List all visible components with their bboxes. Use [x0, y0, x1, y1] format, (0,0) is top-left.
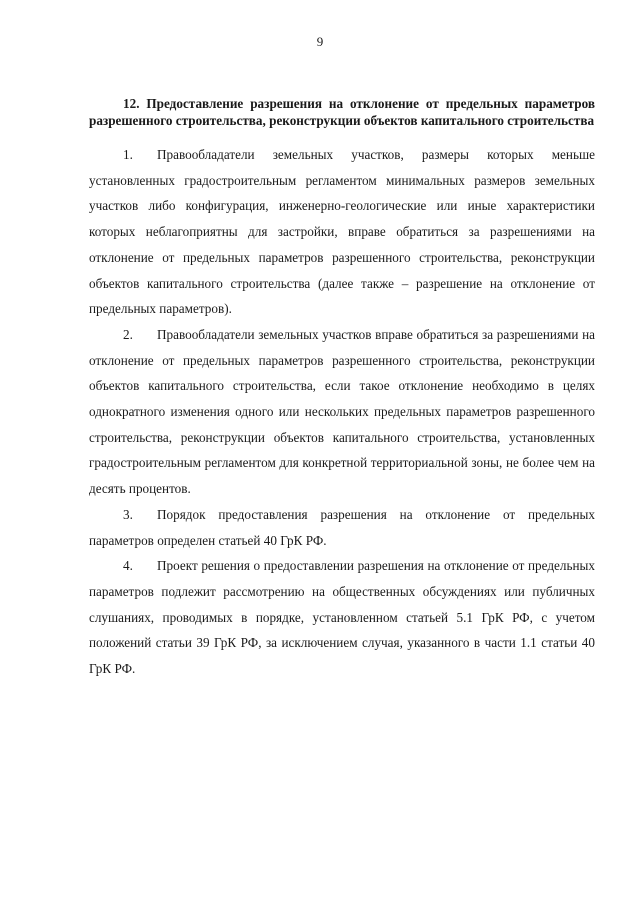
paragraph-number: 1. [123, 147, 133, 162]
document-body [89, 95, 595, 682]
section-title: 12. Предоставление разрешения на отклонение от предельных параметров разрешенного строительства, реконструкции объектов капитального строительства [89, 96, 595, 128]
paragraph-number: 3. [123, 506, 133, 522]
paragraph-text: Порядок предоставления разрешения на отклонение от предельных параметров определен статьей 40 ГрК РФ. [89, 506, 595, 548]
paragraph-number: 2. [123, 326, 133, 342]
paragraph-1 [89, 142, 595, 322]
paragraph-text: Правообладатели земельных участков, размеры которых меньше установленных градостроительным регламентом минимальных размеров земельных участков либо конфигурация, инженерно-геологические или иные характеристики которых неблагоприятны для застройки, вправе обратиться за разрешениями на отклонение от предельных параметров разрешенного строительства, реконструкции объектов капитального строительства (далее также – разрешение на отклонение от предельных параметров). [89, 147, 595, 317]
paragraph-4 [89, 553, 595, 682]
paragraph-text: Проект решения о предоставлении разрешения на отклонение от предельных параметров подлежит рассмотрению на общественных обсуждениях или публичных слушаниях, проводимых в порядке, установленном статьей 5.1 ГрК РФ, с учетом положений статьи 39 ГрК РФ, за исключением случая, указанного в части 1.1 статьи 40 ГрК РФ. [89, 558, 595, 677]
page-number: 9 [316, 34, 324, 49]
paragraph-text: Правообладатели земельных участков вправе обратиться за разрешениями на отклонение от предельных параметров разрешенного строительства, реконструкции объектов капитального строительства, если такое отклонение необходимо в целях однократного изменения одного или нескольких предельных параметров разрешенного строительства, реконструкции объектов капитального строительства, установленных градостроительным регламентом для конкретной территориальной зоны, не более чем на десять процентов. [89, 326, 595, 497]
paragraph-2 [89, 322, 595, 502]
paragraph-number: 4. [123, 558, 133, 574]
paragraph-3 [89, 502, 595, 553]
